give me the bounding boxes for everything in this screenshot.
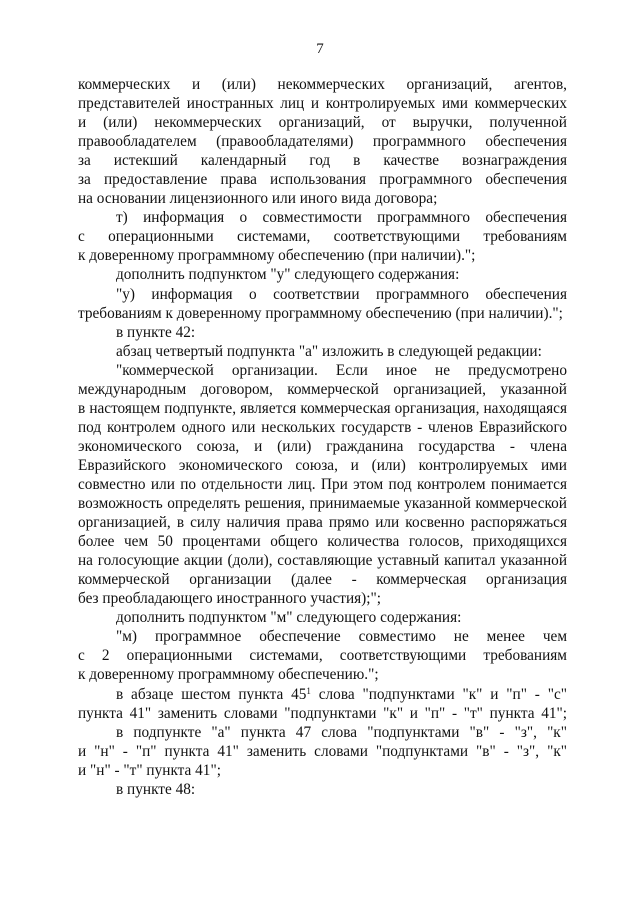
page-number: 7 <box>316 41 324 57</box>
text-line: в абзаце шестом пункта $45^1$ слова "подпунктами "к" и "п" - "с" <box>116 685 567 703</box>
text-line: представителей иностранных лиц и контролируемых ими коммерческих <box>78 95 567 113</box>
text-line: организацией, в силу наличия права прямо или косвенно распоряжаться <box>78 514 567 532</box>
text-line: Евразийского экономического союза, и (или) контролируемых ими <box>78 456 567 474</box>
text-line: возможность определять решения, принимаемые указанной коммерческой <box>78 495 567 513</box>
document-body <box>78 75 567 799</box>
text-line: коммерческих и (или) некоммерческих организаций, агентов, <box>78 76 567 93</box>
text-line: экономического союза, и (или) гражданина государства - члена <box>78 437 567 455</box>
text-line: "коммерческой организации. Если иное не предусмотрено <box>116 361 567 379</box>
text-line: абзац четвертый подпункта "а" изложить в следующей редакции: <box>116 342 542 360</box>
superscript: 1 <box>306 685 311 696</box>
text-line: с операционными системами, соответствующими требованиям <box>78 228 567 246</box>
text-line: совместно или по отдельности лиц. При этом под контролем понимается <box>78 475 567 493</box>
text-line: на голосующие акции (доли), составляющие уставный капитал указанной <box>78 552 567 570</box>
text-line: на основании лицензионного или иного вида договора; <box>78 190 438 208</box>
text-line: к доверенному программному обеспечению."; <box>78 666 379 684</box>
text-line: "м) программное обеспечение совместимо не менее чем <box>116 628 567 646</box>
text-line: к доверенному программному обеспечению (при наличии)."; <box>78 247 476 265</box>
text-line: за предоставление права использования программного обеспечения <box>78 171 567 189</box>
text-line: коммерческой организации (далее - коммерческая организация <box>78 571 567 589</box>
text-line: пункта 41" заменить словами "подпунктами "к" и "п" - "т" пункта 41"; <box>78 704 567 722</box>
text-line: более чем 50 процентами общего количества голосов, приходящихся <box>78 533 567 551</box>
text-line: без преобладающего иностранного участия);"; <box>78 590 382 608</box>
text-line: и "н" - "п" пункта 41" заменить словами "подпунктами "в" - "з", "к" <box>78 742 567 760</box>
text-line: в настоящем подпункте, является коммерческая организация, находящаяся <box>78 399 567 417</box>
text-line: дополнить подпунктом "у" следующего содержания: <box>116 266 460 284</box>
text-line: и "н" - "т" пункта 41"; <box>78 761 221 779</box>
text-line: в подпункте "а" пункта 47 слова "подпунктами "в" - "з", "к" <box>116 723 567 741</box>
text-line: дополнить подпунктом "м" следующего содержания: <box>116 609 462 627</box>
text-line: правообладателем (правообладателями) программного обеспечения <box>78 133 567 151</box>
text-line: в пункте 42: <box>116 323 196 341</box>
text-line: с 2 операционными системами, соответствующими требованиям <box>78 647 567 665</box>
text-line: "у) информация о соответствии программного обеспечения <box>116 285 567 303</box>
text-line: под контролем одного или нескольких государств - членов Евразийского <box>78 418 567 436</box>
text-line: в пункте 48: <box>116 780 196 798</box>
text-line: за истекший календарный год в качестве вознаграждения <box>78 152 567 170</box>
text-line: и (или) некоммерческих организаций, от выручки, полученной <box>78 114 567 132</box>
text-line: международным договором, коммерческой организацией, указанной <box>78 380 567 398</box>
text-line: т) информация о совместимости программного обеспечения <box>116 209 567 227</box>
text-line: требованиям к доверенному программному обеспечению (при наличии)."; <box>78 304 563 322</box>
